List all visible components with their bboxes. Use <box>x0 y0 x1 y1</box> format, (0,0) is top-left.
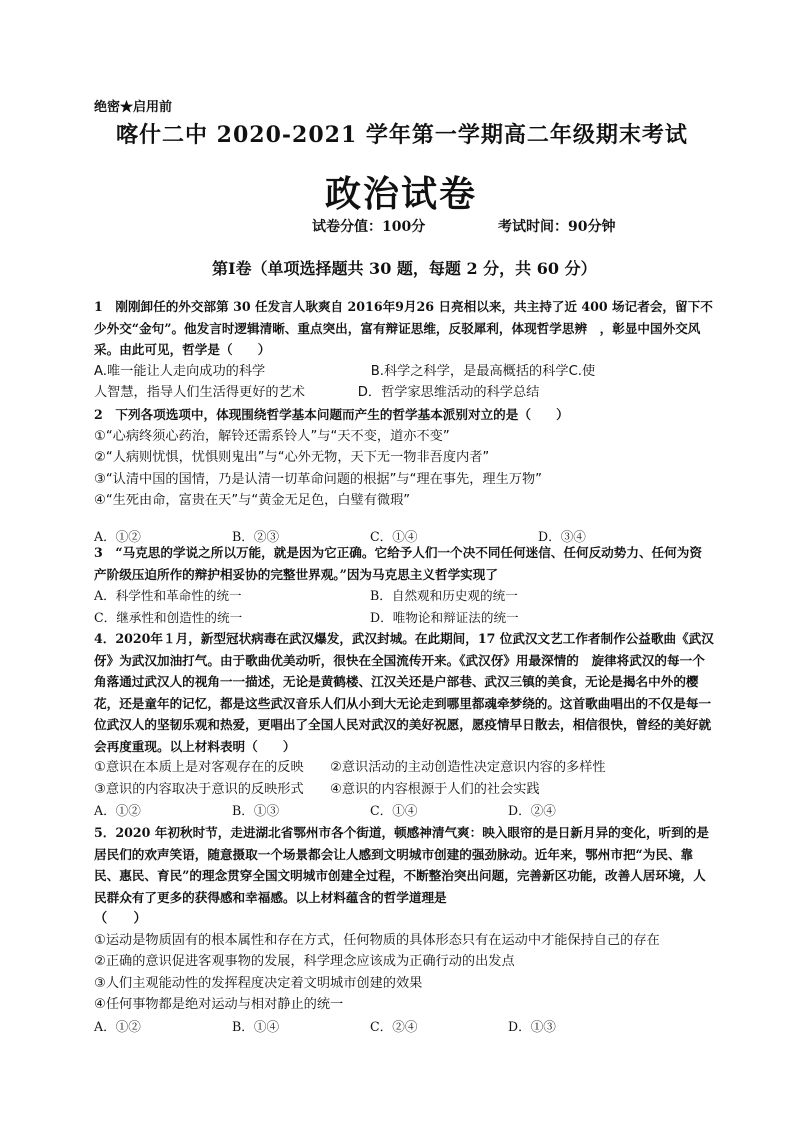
statement-line: ①“心病终须心药治，解铃还需系铃人”与“天不变，道亦不变” <box>94 428 450 444</box>
option-b: B．②③ <box>232 528 280 544</box>
statement-line: ②正确的意识促进客观事物的发展，科学理念应该成为正确行动的出发点 <box>94 954 515 969</box>
statement-line: ①意识在本质上是对客观存在的反映 ②意识活动的主动创造性决定意识内容的多样性 <box>94 760 606 775</box>
option-b: B．①③ <box>232 803 280 818</box>
score-info: 试卷分值：100分 <box>312 219 426 235</box>
statement-line: ③“认清中国的国情，乃是认清一切革命问题的根据”与“理在事先，理生万物” <box>94 471 542 487</box>
options-row <box>94 585 714 607</box>
option-d: D．②④ <box>508 803 556 818</box>
page-title: 政治试卷 <box>325 173 478 215</box>
question-stem: 3 “马克思的学说之所以万能，就是因为它正确。它给予人们一个决不同任何迷信、任何反动势力、任何为资产阶级压迫所作的辩护相妥协的完整世界观。”因为马克思主义哲学实现了 <box>94 545 702 582</box>
question-stem: 4．2020年１月，新型冠状病毒在武汉爆发，武汉封城。在此期间，17 位武汉文艺工作者制作公益歌曲《武汉伢》为武汉加油打气。由于歌曲优美动听，很快在全国流传开来。《武汉伢》用最深情的 旋律将武汉的每一个角落通过武汉人的视角一一描述，无论是黄鹤楼、江汉关还是户部巷、武汉三镇的美食，无论是揭名中外的樱花，还是童年的记忆，都是这些武汉音乐人们从小到大无论走到哪里都魂牵梦绕的。这首歌曲唱出的不仅是每一位武汉人的坚韧乐观和热爱，更唱出了全国人民对武汉的美好祝愿，愿疫情早日散去，相信很快，曾经的美好就会再度重现。以上材料表明（ ） <box>94 631 714 754</box>
question-stem: 1 刚刚卸任的外交部第 30 任发言人耿爽自 2016年9月26 日亮相以来，共主持了近 400 场记者会，留下不少外交“金句”。他发言时逻辑清晰、重点突出，富有辩证思维，反驳犀利，体现哲学思辨 ，彰显中国外交风采。由此可见，哲学是（ ） <box>94 299 713 357</box>
statement-line: ①运动是物质固有的根本属性和存在方式，任何物质的具体形态只有在运动中才能保持自己的存在 <box>94 932 660 948</box>
option-line: A.唯一能让人走向成功的科学 B.科学之科学，是最高概括的科学C.使 <box>94 363 596 379</box>
option-d: D．①③ <box>508 1018 556 1034</box>
time-info: 考试时间：90分钟 <box>498 219 616 235</box>
statement-line: ②“人病则忧惧，忧惧则鬼出”与“心外无物，天下无一物非吾度内者” <box>94 450 490 465</box>
exam-title: 喀什二中 2020-2021 学年第一学期高二年级期末考试 <box>116 122 688 148</box>
option-d: D．唯物论和辩证法的统一 <box>370 609 519 625</box>
option-a: A．①② <box>94 528 141 544</box>
question-2 <box>94 404 714 547</box>
statement-line: ④“生死由命，富贵在天”与“黄金无足色，白璧有微瑕” <box>94 493 411 508</box>
options-row <box>94 1016 714 1038</box>
question-4 <box>94 628 714 822</box>
option-a: A．①② <box>94 803 141 818</box>
option-c: C．①④ <box>370 528 418 544</box>
statement-line: ③意识的内容取决于意识的反映形式 ④意识的内容根源于人们的社会实践 <box>94 781 540 797</box>
question-stem: 2 下列各项选项中，体现围绕哲学基本问题而产生的哲学基本派别对立的是（ ） <box>94 407 569 422</box>
option-b: B．自然观和历史观的统一 <box>370 588 518 603</box>
option-line: 人智慧，指导人们生活得更好的艺术 D．哲学家思维活动的科学总结 <box>94 385 540 400</box>
answer-blank: （ ） <box>94 911 147 926</box>
question-stem: 5．2020 年初秋时节，走进湖北省鄂州市各个街道，顿感神清气爽：映入眼帘的是日新月异的变化，听到的是居民们的欢声笑语，随意摄取一个场景都会让人感到文明城市创建的强劲脉动。近年来，鄂州市把“为民、靠民、惠民、育民”的理念贯穿全国文明城市创建全过程，不断整治突出问题，完善新区功能，改善人居环境，人民群众有了更多的获得感和幸福感。以上材料蕴含的哲学道理是 <box>94 825 709 905</box>
top-secret-label: 绝密★启用前 <box>94 100 173 115</box>
options-row <box>94 800 714 822</box>
section-title: 第Ⅰ卷（单项选择题共 30 题，每题 2 分，共 60 分） <box>212 259 597 278</box>
option-a: A．①② <box>94 1018 141 1034</box>
option-a: A．科学性和革命性的统一 <box>94 588 242 603</box>
question-3 <box>94 542 714 628</box>
options-row <box>94 607 714 629</box>
question-5 <box>94 822 714 1037</box>
statement-line: ③人们主观能动性的发挥程度决定着文明城市创建的效果 <box>94 975 423 991</box>
statement-line: ④任何事物都是绝对运动与相对静止的统一 <box>94 997 344 1012</box>
option-c: C．②④ <box>370 1018 418 1034</box>
question-1 <box>94 296 714 404</box>
option-c: C．继承性和创造性的统一 <box>94 609 243 625</box>
option-c: C．①④ <box>370 803 418 818</box>
option-d: D．③④ <box>538 528 586 544</box>
option-b: B．①④ <box>232 1018 280 1034</box>
